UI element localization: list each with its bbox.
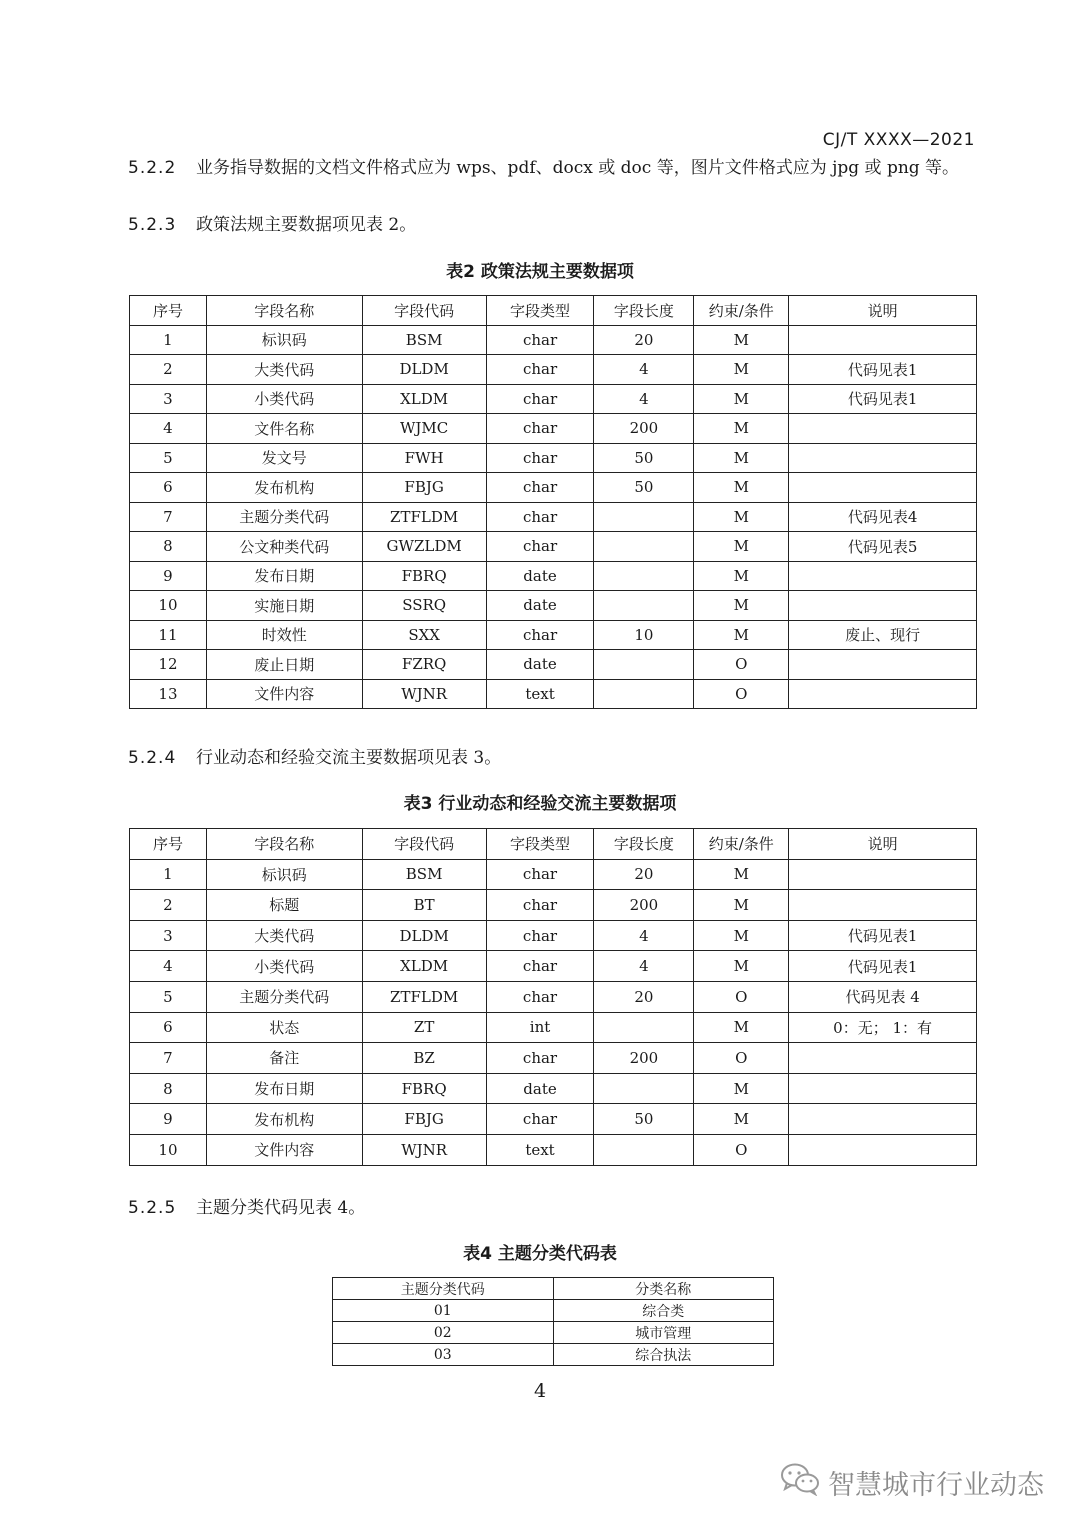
table-row (130, 620, 977, 650)
table-cell: BSM (362, 325, 486, 355)
table-cell: 3 (130, 384, 207, 414)
table-cell (789, 890, 977, 921)
table2-caption: 表2 政策法规主要数据项 (446, 262, 634, 282)
column-header: 字段代码 (362, 829, 486, 860)
table-cell: 4 (130, 951, 207, 982)
table-cell: 城市管理 (553, 1322, 774, 1344)
table-cell: M (694, 561, 789, 591)
table-cell: O (694, 1043, 789, 1074)
section-number: 5.2.5 (128, 1198, 177, 1218)
table-cell (594, 1012, 694, 1043)
table-cell: 大类代码 (206, 355, 362, 385)
table-cell: M (694, 355, 789, 385)
table-cell: 综合类 (553, 1300, 774, 1322)
table-cell (789, 1073, 977, 1104)
table-row (130, 920, 977, 951)
watermark (780, 1462, 1044, 1503)
table-cell: M (694, 325, 789, 355)
table-cell: M (694, 502, 789, 532)
table-cell: 20 (594, 859, 694, 890)
table-cell: 小类代码 (206, 384, 362, 414)
table-cell: 02 (333, 1322, 554, 1344)
table-cell: 3 (130, 920, 207, 951)
table-cell (594, 679, 694, 709)
section-number: 5.2.2 (128, 158, 177, 178)
table-cell (789, 1104, 977, 1135)
table-cell: 9 (130, 1104, 207, 1135)
table-row (333, 1300, 774, 1322)
table3 (129, 828, 977, 1166)
table-cell (789, 591, 977, 621)
table-cell (789, 1043, 977, 1074)
table-cell: 50 (594, 1104, 694, 1135)
table-cell: 1 (130, 325, 207, 355)
column-header: 字段名称 (206, 829, 362, 860)
table-cell: M (694, 443, 789, 473)
table-cell: 标识码 (206, 325, 362, 355)
table-row (130, 1073, 977, 1104)
table-cell: 9 (130, 561, 207, 591)
table-cell: FWH (362, 443, 486, 473)
column-header: 主题分类代码 (333, 1278, 554, 1300)
table-cell: 12 (130, 650, 207, 680)
table-row (130, 414, 977, 444)
column-header: 序号 (130, 296, 207, 326)
table-cell: 文件内容 (206, 1134, 362, 1165)
table-row (130, 650, 977, 680)
table-cell: M (694, 1104, 789, 1135)
table-cell: M (694, 920, 789, 951)
table-row (130, 981, 977, 1012)
table-cell: 发文号 (206, 443, 362, 473)
table-cell: 5 (130, 443, 207, 473)
table4 (332, 1277, 774, 1366)
table-cell (789, 1134, 977, 1165)
table-cell: 200 (594, 414, 694, 444)
table-cell: M (694, 384, 789, 414)
table-cell: DLDM (362, 920, 486, 951)
table-cell: 文件名称 (206, 414, 362, 444)
table-cell: FBRQ (362, 561, 486, 591)
table-cell: char (486, 1043, 594, 1074)
table-cell: 6 (130, 1012, 207, 1043)
table-cell: DLDM (362, 355, 486, 385)
table-cell: 20 (594, 981, 694, 1012)
table-cell: char (486, 981, 594, 1012)
table-cell (594, 502, 694, 532)
table-cell: 废止日期 (206, 650, 362, 680)
table-cell: char (486, 325, 594, 355)
table-cell (594, 650, 694, 680)
table-cell: 主题分类代码 (206, 981, 362, 1012)
table-cell: 文件内容 (206, 679, 362, 709)
table-cell (789, 561, 977, 591)
table-cell: char (486, 859, 594, 890)
table-cell: 2 (130, 355, 207, 385)
table-cell: 公文种类代码 (206, 532, 362, 562)
table-row (333, 1322, 774, 1344)
table-cell: M (694, 1012, 789, 1043)
column-header: 字段长度 (594, 829, 694, 860)
table-header-row (130, 829, 977, 860)
table-cell: O (694, 650, 789, 680)
section-text: 主题分类代码见表 4。 (196, 1198, 366, 1218)
table-header-row (130, 296, 977, 326)
table-cell: O (694, 981, 789, 1012)
table-cell: 20 (594, 325, 694, 355)
table-cell: 发布机构 (206, 473, 362, 503)
table-cell: 7 (130, 502, 207, 532)
table-cell: 1 (130, 859, 207, 890)
table-cell: 10 (594, 620, 694, 650)
column-header: 字段长度 (594, 296, 694, 326)
table-row (130, 859, 977, 890)
table-cell: XLDM (362, 951, 486, 982)
table-cell: 发布日期 (206, 561, 362, 591)
table-cell (789, 473, 977, 503)
table-cell: 5 (130, 981, 207, 1012)
column-header: 字段代码 (362, 296, 486, 326)
table-cell: WJNR (362, 1134, 486, 1165)
table-cell: char (486, 443, 594, 473)
table-cell: BZ (362, 1043, 486, 1074)
table-cell (789, 859, 977, 890)
table-cell: 50 (594, 473, 694, 503)
table-cell: 小类代码 (206, 951, 362, 982)
table-row (130, 679, 977, 709)
table-cell: 代码见表1 (789, 355, 977, 385)
table-cell: char (486, 532, 594, 562)
table-cell: O (694, 1134, 789, 1165)
table-cell: M (694, 414, 789, 444)
table-cell: BT (362, 890, 486, 921)
column-header: 说明 (789, 829, 977, 860)
table-cell: SXX (362, 620, 486, 650)
table-cell: 2 (130, 890, 207, 921)
table-cell: char (486, 920, 594, 951)
table-cell: 6 (130, 473, 207, 503)
paragraph-5-2-3 (128, 212, 416, 238)
table-cell: 13 (130, 679, 207, 709)
table-cell: 10 (130, 591, 207, 621)
table-row (130, 1104, 977, 1135)
table-cell: char (486, 890, 594, 921)
table-row (130, 561, 977, 591)
table-cell: 代码见表4 (789, 502, 977, 532)
table-cell: ZTFLDM (362, 502, 486, 532)
table-row (130, 355, 977, 385)
table-cell: text (486, 1134, 594, 1165)
table-cell: date (486, 561, 594, 591)
column-header: 说明 (789, 296, 977, 326)
section-text: 政策法规主要数据项见表 2。 (196, 215, 417, 235)
table-cell: 4 (594, 384, 694, 414)
section-number: 5.2.3 (128, 215, 177, 235)
table-cell: 200 (594, 890, 694, 921)
table-cell: date (486, 591, 594, 621)
table-cell: 代码见表5 (789, 532, 977, 562)
table-cell: 综合执法 (553, 1344, 774, 1366)
table-cell (594, 532, 694, 562)
table-row (130, 325, 977, 355)
table-cell: 代码见表1 (789, 920, 977, 951)
table-cell (789, 414, 977, 444)
section-text: 业务指导数据的文档文件格式应为 wps、pdf、docx 或 doc 等，图片文件格式应为 jpg 或 png 等。 (196, 158, 960, 178)
column-header: 约束/条件 (694, 829, 789, 860)
table-header-row (333, 1278, 774, 1300)
column-header: 约束/条件 (694, 296, 789, 326)
table-cell: 代码见表1 (789, 951, 977, 982)
table-cell: M (694, 859, 789, 890)
table-cell: char (486, 1104, 594, 1135)
table-cell (789, 650, 977, 680)
table-cell: SSRQ (362, 591, 486, 621)
table-cell (789, 325, 977, 355)
table-cell (789, 679, 977, 709)
table-cell: char (486, 502, 594, 532)
table-row (130, 473, 977, 503)
table-cell: 200 (594, 1043, 694, 1074)
table-cell (594, 1073, 694, 1104)
table-cell: date (486, 650, 594, 680)
table-cell (594, 591, 694, 621)
table-row (130, 1043, 977, 1074)
table-cell: 大类代码 (206, 920, 362, 951)
table-cell: char (486, 620, 594, 650)
table-cell: XLDM (362, 384, 486, 414)
table-row (130, 502, 977, 532)
table-row (130, 532, 977, 562)
table-cell: M (694, 591, 789, 621)
table-cell: 标识码 (206, 859, 362, 890)
section-number: 5.2.4 (128, 748, 177, 768)
table-cell: FBJG (362, 473, 486, 503)
table-cell: 备注 (206, 1043, 362, 1074)
table-cell: FBJG (362, 1104, 486, 1135)
table-cell: 0：无； 1：有 (789, 1012, 977, 1043)
paragraph-5-2-2 (128, 155, 978, 181)
table-cell: M (694, 473, 789, 503)
table2 (129, 295, 977, 709)
table-row (130, 443, 977, 473)
table-cell: O (694, 679, 789, 709)
table-cell: FZRQ (362, 650, 486, 680)
page-number: 4 (533, 1380, 547, 1402)
table-cell: FBRQ (362, 1073, 486, 1104)
table-row (130, 591, 977, 621)
table-row (130, 384, 977, 414)
table-row (333, 1344, 774, 1366)
table-cell: char (486, 473, 594, 503)
table-cell: 发布机构 (206, 1104, 362, 1135)
table-cell: char (486, 384, 594, 414)
table-cell (594, 1134, 694, 1165)
table-row (130, 1134, 977, 1165)
table-cell: 7 (130, 1043, 207, 1074)
table-cell: 发布日期 (206, 1073, 362, 1104)
section-text: 行业动态和经验交流主要数据项见表 3。 (196, 748, 502, 768)
table-cell: M (694, 532, 789, 562)
table-cell: 时效性 (206, 620, 362, 650)
column-header: 分类名称 (553, 1278, 774, 1300)
table-cell: 8 (130, 532, 207, 562)
column-header: 字段名称 (206, 296, 362, 326)
table-cell: 标题 (206, 890, 362, 921)
table-cell: 代码见表1 (789, 384, 977, 414)
table-cell: 8 (130, 1073, 207, 1104)
table-row (130, 890, 977, 921)
table-cell: 11 (130, 620, 207, 650)
table-cell: 03 (333, 1344, 554, 1366)
table-cell: 10 (130, 1134, 207, 1165)
watermark-text: 智慧城市行业动态 (828, 1470, 1044, 1501)
table-cell: WJMC (362, 414, 486, 444)
table-cell: ZT (362, 1012, 486, 1043)
table-cell: GWZLDM (362, 532, 486, 562)
table-cell: BSM (362, 859, 486, 890)
table4-caption: 表4 主题分类代码表 (463, 1244, 617, 1264)
paragraph-5-2-4 (128, 745, 501, 771)
paragraph-5-2-5 (128, 1195, 365, 1221)
table-cell: WJNR (362, 679, 486, 709)
table-row (130, 1012, 977, 1043)
table-cell: 50 (594, 443, 694, 473)
table-row (130, 951, 977, 982)
table-cell: 实施日期 (206, 591, 362, 621)
table-cell: int (486, 1012, 594, 1043)
table-cell: char (486, 355, 594, 385)
standard-code: CJ/T XXXX—2021 (822, 130, 975, 150)
table-cell: 代码见表 4 (789, 981, 977, 1012)
wechat-icon (780, 1462, 820, 1503)
table-cell: 状态 (206, 1012, 362, 1043)
table-cell (594, 561, 694, 591)
table-cell: 4 (594, 951, 694, 982)
table-cell: 4 (594, 355, 694, 385)
table-cell: 4 (130, 414, 207, 444)
table-cell: 主题分类代码 (206, 502, 362, 532)
table-cell: text (486, 679, 594, 709)
table-cell: M (694, 1073, 789, 1104)
table-cell: 01 (333, 1300, 554, 1322)
table-cell: char (486, 414, 594, 444)
table-cell: ZTFLDM (362, 981, 486, 1012)
table-cell: M (694, 890, 789, 921)
table-cell: 废止、现行 (789, 620, 977, 650)
table-cell: 4 (594, 920, 694, 951)
table-cell (789, 443, 977, 473)
column-header: 字段类型 (486, 296, 594, 326)
column-header: 字段类型 (486, 829, 594, 860)
column-header: 序号 (130, 829, 207, 860)
table-cell: date (486, 1073, 594, 1104)
table-cell: M (694, 951, 789, 982)
table-cell: char (486, 951, 594, 982)
table3-caption: 表3 行业动态和经验交流主要数据项 (403, 794, 677, 814)
table-cell: M (694, 620, 789, 650)
